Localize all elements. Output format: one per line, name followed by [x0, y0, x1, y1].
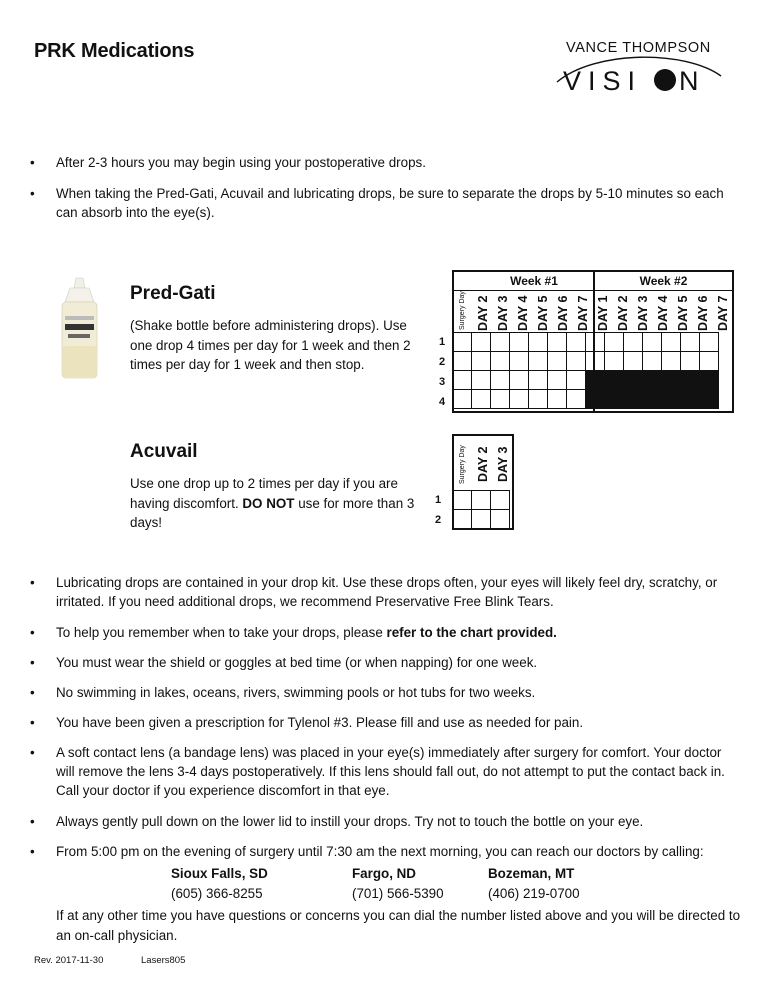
pred-w2-day5: DAY 5	[676, 295, 690, 331]
acuvail-row-num-1: 1	[434, 494, 442, 506]
pred-w1-day4: DAY 4	[516, 295, 530, 331]
pred-w1-day7: DAY 7	[576, 295, 590, 331]
pred-row-2	[453, 352, 719, 371]
phone-number: (605) 366-8255	[171, 885, 263, 901]
acuvail-day3: DAY 3	[496, 446, 510, 482]
pred-w2-day6: DAY 6	[696, 295, 710, 331]
pred-w2-day3: DAY 3	[636, 295, 650, 331]
acuvail-surgery-day-label: Surgery Day	[459, 445, 466, 484]
pred-w2-day7: DAY 7	[716, 295, 730, 331]
eye-drop-bottle-image	[52, 276, 107, 381]
city-name: Bozeman, MT	[488, 866, 575, 881]
city-name: Fargo, ND	[352, 866, 416, 881]
svg-text:VISI: VISI	[563, 66, 643, 96]
pred-gati-instructions: (Shake bottle before administering drops). Use one drop 4 times per day for 1 week and then 2 times per day for 1 week and then stop.	[130, 318, 411, 372]
location-sioux-falls	[171, 864, 268, 903]
acuvail-row-2	[453, 510, 510, 529]
page-title: PRK Medications	[34, 40, 195, 62]
pred-row-1	[453, 333, 719, 352]
week2-label: Week #2	[639, 274, 688, 288]
pred-row-num-2: 2	[438, 356, 446, 368]
acuvail-heading: Acuvail	[130, 441, 198, 462]
pred-gati-grid	[452, 332, 719, 409]
phone-number: (406) 219-0700	[488, 885, 580, 901]
pred-row-num-4: 4	[438, 396, 446, 408]
vance-thompson-vision-logo	[555, 40, 725, 96]
logo-vision-mark	[555, 54, 725, 96]
form-code: Lasers805	[141, 955, 186, 966]
acuvail-row-num-2: 2	[434, 514, 442, 526]
pred-row-num-3: 3	[438, 376, 446, 388]
acuvail-row-1	[453, 491, 510, 510]
closing-paragraph: If at any other time you have questions or concerns you can dial the number listed above and you will be directed to an on-call physician.	[56, 908, 741, 943]
city-name: Sioux Falls, SD	[171, 866, 268, 881]
pred-w1-day2: DAY 2	[476, 295, 490, 331]
acuvail-instructions: Use one drop up to 2 times per day if you are having discomfort. DO NOT use for more than 3 days!	[130, 476, 415, 530]
pred-surgery-day-label: Surgery Day	[459, 291, 466, 330]
pred-row-4	[453, 390, 719, 409]
phone-number: (701) 566-5390	[352, 885, 444, 901]
acuvail-day2: DAY 2	[476, 446, 490, 482]
pred-row-3	[453, 371, 719, 390]
pred-w1-day3: DAY 3	[496, 295, 510, 331]
pred-w2-day1: DAY 1	[596, 295, 610, 331]
location-bozeman	[488, 864, 580, 903]
pred-gati-heading: Pred-Gati	[130, 283, 216, 304]
svg-text:N: N	[679, 66, 699, 96]
pred-w1-day6: DAY 6	[556, 295, 570, 331]
pred-w2-day4: DAY 4	[656, 295, 670, 331]
pred-w1-day5: DAY 5	[536, 295, 550, 331]
acuvail-grid	[452, 490, 510, 529]
logo-line1: VANCE THOMPSON	[566, 40, 711, 56]
pred-w2-day2: DAY 2	[616, 295, 630, 331]
revision-date: Rev. 2017-11-30	[34, 955, 104, 966]
week1-label: Week #1	[510, 274, 558, 288]
pred-row-num-1: 1	[438, 336, 446, 348]
location-fargo	[352, 864, 444, 903]
